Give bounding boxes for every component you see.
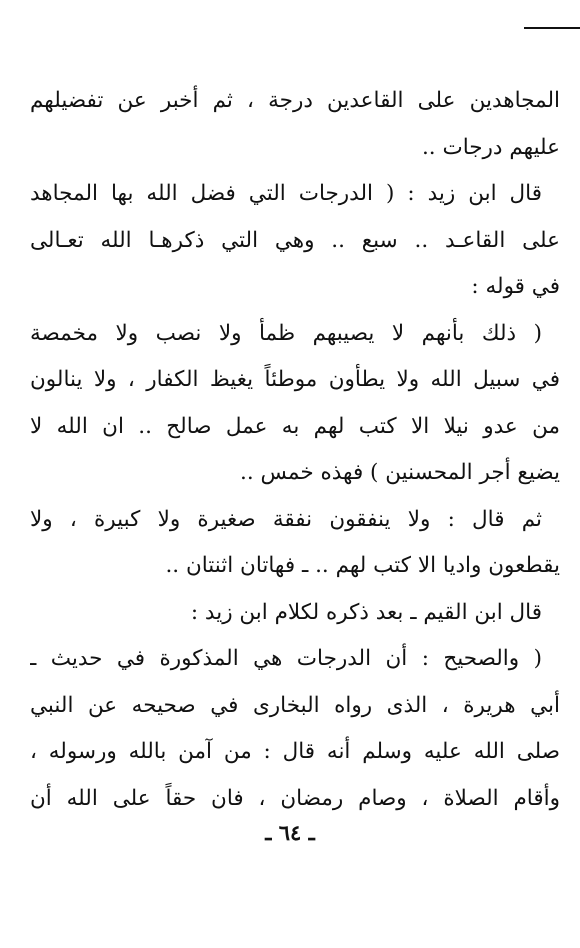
text-line: ( والصحيح : أن الدرجات هي المذكورة في حديث ـ — [30, 646, 542, 671]
text-line: أبي هريرة ، الذى رواه البخارى في صحيحه عن النبي — [30, 692, 560, 718]
text-line: قال ابن القيم ـ بعد ذكره لكلام ابن زيد : — [190, 599, 542, 625]
text-line: صلى الله عليه وسلم أنه قال : من آمن بالله ورسوله ، — [30, 739, 560, 764]
text-line: عليهم درجات .. — [421, 134, 560, 160]
body-text — [30, 78, 560, 822]
text-line: قال ابن زيد : ( الدرجات التي فضل الله بها المجاهد — [30, 181, 542, 206]
text-line: في قوله : — [471, 274, 560, 299]
text-line: المجاهدين على القاعدين درجة ، ثم أخبر عن تفضيلهم — [30, 88, 560, 113]
text-line: يضيع أجر المحسنين ) فهذه خمس .. — [240, 460, 560, 485]
text-line: على القاعـد .. سبع .. وهي التي ذكرهـا الله تعـالى — [30, 227, 560, 253]
text-line: ( ذلك بأنهم لا يصيبهم ظمأ ولا نصب ولا مخمصة — [30, 320, 542, 346]
text-line: من عدو نيلا الا كتب لهم به عمل صالح .. ان الله لا — [30, 413, 560, 439]
header-rule — [524, 27, 580, 29]
text-line: يقطعون واديا الا كتب لهم .. ـ فهاتان اثنتان .. — [165, 553, 560, 578]
page-number: ـ ٦٤ ـ — [265, 820, 315, 845]
text-line: في سبيل الله ولا يطأون موطئاً يغيظ الكفار ، ولا ينالون — [30, 367, 560, 392]
text-line: ثم قال : ولا ينفقون نفقة صغيرة ولا كبيرة ، ولا — [30, 506, 542, 532]
text-line: وأقام الصلاة ، وصام رمضان ، فان حقاً على الله أن — [30, 785, 560, 811]
